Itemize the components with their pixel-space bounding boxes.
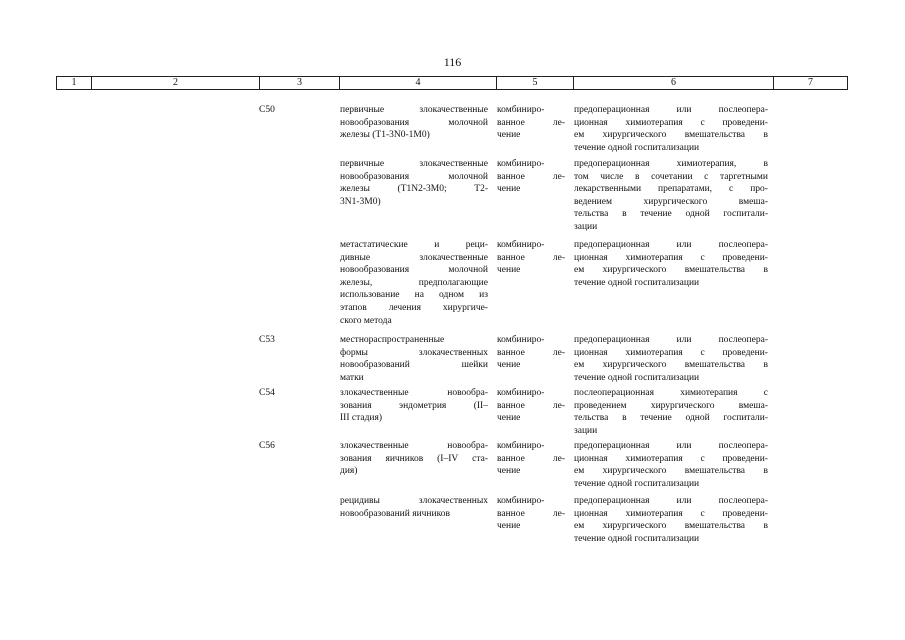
diagnosis-line bbox=[340, 171, 488, 184]
word: вмешательства bbox=[684, 360, 746, 371]
diagnosis-line bbox=[340, 252, 488, 265]
word: в bbox=[622, 209, 627, 220]
word: хирургического bbox=[602, 521, 667, 532]
word: шейки bbox=[461, 360, 488, 371]
word: предоперационная bbox=[574, 240, 650, 250]
page-number: 116 bbox=[443, 55, 462, 69]
method-line: течение одной госпитализации bbox=[574, 478, 700, 489]
word: хирургического bbox=[602, 466, 667, 477]
word: препаратами, bbox=[658, 184, 713, 195]
word: предоперационная bbox=[574, 105, 650, 115]
column-number-7: 7 bbox=[774, 77, 848, 90]
method-line bbox=[574, 359, 768, 372]
diagnosis-description bbox=[340, 158, 488, 208]
method-line bbox=[574, 495, 768, 508]
treatment-method bbox=[574, 495, 768, 545]
word: химиотерапия, bbox=[676, 159, 737, 169]
word: ле- bbox=[552, 252, 565, 263]
word: ционная bbox=[574, 453, 608, 464]
treatment_type-line: чение bbox=[497, 130, 521, 141]
word: тельства bbox=[574, 413, 609, 424]
treatment_type-line: чение bbox=[497, 521, 521, 532]
word: дивные bbox=[340, 252, 371, 263]
word: сочетании bbox=[651, 171, 693, 182]
word: в bbox=[763, 466, 768, 477]
method-line bbox=[574, 412, 768, 425]
diagnosis-line bbox=[340, 453, 488, 466]
word: химиотерапия bbox=[680, 388, 738, 398]
word: лекарственными bbox=[574, 184, 642, 195]
word: зования bbox=[340, 400, 372, 411]
word: хирургического bbox=[650, 400, 715, 411]
column-number-2: 2 bbox=[92, 77, 260, 90]
method-line bbox=[574, 264, 768, 277]
treatment-type bbox=[497, 387, 565, 425]
diagnosis-line bbox=[340, 158, 488, 171]
treatment-method bbox=[574, 440, 768, 490]
diagnosis-code: C56 bbox=[259, 441, 275, 451]
word: молочной bbox=[448, 117, 488, 128]
word: злокачественные bbox=[340, 441, 409, 451]
treatment_type-line bbox=[497, 117, 565, 130]
word: предполагающие bbox=[418, 277, 488, 288]
method-line bbox=[574, 387, 768, 400]
word: формы bbox=[340, 347, 368, 358]
method-line bbox=[574, 453, 768, 466]
treatment-type bbox=[497, 158, 565, 196]
word: хирургического bbox=[602, 265, 667, 276]
word: вмешательства bbox=[684, 466, 746, 477]
word: госпитали- bbox=[723, 209, 768, 220]
word: проведени- bbox=[722, 508, 768, 519]
column-number-4: 4 bbox=[340, 77, 497, 90]
word: в bbox=[622, 413, 627, 424]
diagnosis-line: ского метода bbox=[340, 315, 392, 326]
method-line bbox=[574, 117, 768, 130]
treatment-method bbox=[574, 158, 768, 234]
diagnosis-line bbox=[340, 400, 488, 413]
diagnosis-line bbox=[340, 289, 488, 302]
method-line bbox=[574, 208, 768, 221]
word: в bbox=[763, 360, 768, 371]
treatment_type-line: чение bbox=[497, 360, 521, 371]
word: ванное bbox=[497, 171, 525, 182]
diagnosis-line: новообразований яичников bbox=[340, 508, 450, 519]
word: с bbox=[763, 388, 768, 398]
word: молочной bbox=[448, 265, 488, 276]
word: с bbox=[700, 117, 705, 128]
word: ционная bbox=[574, 117, 608, 128]
diagnosis-description bbox=[340, 239, 488, 327]
word: злокачественных bbox=[418, 496, 488, 506]
word: таргетными bbox=[720, 171, 768, 182]
method-line bbox=[574, 129, 768, 142]
word: ванное bbox=[497, 117, 525, 128]
word: в bbox=[763, 521, 768, 532]
word: ванное bbox=[497, 453, 525, 464]
word: ционная bbox=[574, 252, 608, 263]
diagnosis-line bbox=[340, 302, 488, 315]
word: ем bbox=[574, 521, 585, 532]
word: с bbox=[729, 184, 734, 195]
diagnosis-line: матки bbox=[340, 372, 364, 383]
word: вмешательства bbox=[684, 521, 746, 532]
word: госпитали- bbox=[723, 413, 768, 424]
diagnosis-line bbox=[340, 117, 488, 130]
word: хирургического bbox=[602, 360, 667, 371]
table-row bbox=[56, 239, 847, 334]
method-line bbox=[574, 334, 768, 347]
word: проведени- bbox=[722, 117, 768, 128]
treatment_type-line bbox=[497, 252, 565, 265]
column-number-5: 5 bbox=[497, 77, 574, 90]
treatment_type-line: комбиниро- bbox=[497, 240, 545, 250]
method-line bbox=[574, 465, 768, 478]
treatment_type-line: комбиниро- bbox=[497, 496, 545, 506]
word: одной bbox=[685, 209, 710, 220]
method-line bbox=[574, 171, 768, 184]
treatment_type-line bbox=[497, 400, 565, 413]
method-line bbox=[574, 508, 768, 521]
word: ем bbox=[574, 130, 585, 141]
word: послеопера- bbox=[718, 105, 768, 115]
word: ем bbox=[574, 265, 585, 276]
word: в bbox=[763, 159, 768, 169]
word: первичные bbox=[340, 105, 385, 115]
table-row bbox=[56, 387, 847, 440]
word: хирургиче- bbox=[442, 302, 488, 313]
word: химиотерапия bbox=[625, 117, 683, 128]
word: первичные bbox=[340, 159, 385, 169]
word: послеопера- bbox=[718, 441, 768, 451]
word: вмеша- bbox=[738, 196, 768, 207]
diagnosis-code: C50 bbox=[259, 105, 275, 115]
word: ле- bbox=[552, 508, 565, 519]
word: тельства bbox=[574, 209, 609, 220]
method-line: зации bbox=[574, 221, 598, 232]
diagnosis-line bbox=[340, 387, 488, 400]
column-number-3: 3 bbox=[260, 77, 340, 90]
method-line: течение одной госпитализации bbox=[574, 533, 700, 544]
word: хирургического bbox=[602, 130, 667, 141]
method-line: течение одной госпитализации bbox=[574, 277, 700, 288]
diagnosis-line: III стадия) bbox=[340, 413, 383, 424]
word: и bbox=[434, 240, 440, 250]
word: послеопера- bbox=[718, 496, 768, 506]
column-number-6: 6 bbox=[574, 77, 774, 90]
word: на bbox=[414, 290, 424, 301]
table-row bbox=[56, 495, 847, 549]
treatment-type bbox=[497, 440, 565, 478]
treatment-type bbox=[497, 104, 565, 142]
diagnosis-line bbox=[340, 359, 488, 372]
table-row bbox=[56, 158, 847, 239]
word: злокачественные bbox=[419, 252, 488, 263]
word: новообразования bbox=[340, 171, 410, 182]
diagnosis-line bbox=[340, 495, 488, 508]
word: послеопера- bbox=[718, 240, 768, 250]
word: железы, bbox=[340, 277, 373, 288]
word: новообра- bbox=[447, 441, 488, 451]
treatment-method bbox=[574, 387, 768, 437]
table-row bbox=[56, 334, 847, 387]
treatment-type bbox=[497, 239, 565, 277]
word: (T1N2-3M0; bbox=[397, 184, 447, 195]
treatment_type-line: комбиниро- bbox=[497, 441, 545, 451]
treatment_type-line: чение bbox=[497, 184, 521, 195]
word: новообразований bbox=[340, 360, 410, 371]
word: вмеша- bbox=[738, 400, 768, 411]
word: новообра- bbox=[447, 388, 488, 398]
method-line bbox=[574, 440, 768, 453]
word: течение bbox=[640, 209, 672, 220]
word: злокачественных bbox=[418, 347, 488, 358]
treatment_type-line: чение bbox=[497, 413, 521, 424]
word: ванное bbox=[497, 252, 525, 263]
column-number-1: 1 bbox=[57, 77, 92, 90]
word: с bbox=[700, 508, 705, 519]
word: злокачественные bbox=[419, 159, 488, 169]
word: реци- bbox=[465, 240, 488, 250]
word: молочной bbox=[448, 171, 488, 182]
diagnosis-line: 3N1-3M0) bbox=[340, 196, 381, 207]
diagnosis-description bbox=[340, 334, 488, 384]
treatment-method bbox=[574, 334, 768, 384]
table-row bbox=[56, 104, 847, 158]
treatment-type bbox=[497, 334, 565, 372]
word: химиотерапия bbox=[625, 508, 683, 519]
word: этапов bbox=[340, 302, 367, 313]
word: лечения bbox=[388, 302, 421, 313]
diagnosis-line bbox=[340, 277, 488, 290]
word: или bbox=[676, 441, 692, 451]
diagnosis-description bbox=[340, 104, 488, 142]
treatment_type-line: чение bbox=[497, 265, 521, 276]
treatment_type-line bbox=[497, 453, 565, 466]
diagnosis-description bbox=[340, 387, 488, 425]
word: ведением bbox=[574, 196, 612, 207]
diagnosis-line: дия) bbox=[340, 466, 358, 477]
method-line: течение одной госпитализации bbox=[574, 142, 700, 153]
table-row bbox=[56, 440, 847, 495]
word: с bbox=[700, 347, 705, 358]
diagnosis-description bbox=[340, 495, 488, 520]
word: химиотерапия bbox=[625, 453, 683, 464]
word: зования bbox=[340, 453, 372, 464]
word: с bbox=[704, 171, 709, 182]
treatment_type-line: комбиниро- bbox=[497, 159, 545, 169]
word: ле- bbox=[552, 400, 565, 411]
method-line bbox=[574, 520, 768, 533]
word: или bbox=[676, 240, 692, 250]
method-line bbox=[574, 347, 768, 360]
treatment_type-line bbox=[497, 171, 565, 184]
treatment_type-line: комбиниро- bbox=[497, 335, 545, 345]
word: химиотерапия bbox=[625, 347, 683, 358]
diagnosis-line bbox=[340, 264, 488, 277]
word: в bbox=[763, 130, 768, 141]
method-line: зации bbox=[574, 425, 598, 436]
word: злокачественные bbox=[419, 105, 488, 115]
word: ционная bbox=[574, 508, 608, 519]
word: вмешательства bbox=[684, 265, 746, 276]
word: эндометрия bbox=[399, 400, 447, 411]
word: предоперационная bbox=[574, 441, 650, 451]
treatment_type-line bbox=[497, 508, 565, 521]
word: ле- bbox=[552, 347, 565, 358]
word: с bbox=[700, 453, 705, 464]
word: вмешательства bbox=[684, 130, 746, 141]
word: новообразования bbox=[340, 265, 410, 276]
diagnosis-line bbox=[340, 183, 488, 196]
word: проведени- bbox=[722, 453, 768, 464]
word: ванное bbox=[497, 400, 525, 411]
word: (I–IV bbox=[437, 453, 459, 464]
treatment-method bbox=[574, 239, 768, 289]
word: том bbox=[574, 171, 589, 182]
diagnosis-code: C54 bbox=[259, 388, 275, 398]
word: ванное bbox=[497, 508, 525, 519]
method-line bbox=[574, 183, 768, 196]
method-line bbox=[574, 400, 768, 413]
treatment-type bbox=[497, 495, 565, 533]
word: T2- bbox=[474, 184, 488, 195]
word: предоперационная bbox=[574, 335, 650, 345]
word: ционная bbox=[574, 347, 608, 358]
word: ле- bbox=[552, 453, 565, 464]
diagnosis-line bbox=[340, 440, 488, 453]
diagnosis-line bbox=[340, 239, 488, 252]
word: ле- bbox=[552, 171, 565, 182]
word: послеопера- bbox=[718, 335, 768, 345]
diagnosis-code: C53 bbox=[259, 335, 275, 345]
word: железы bbox=[340, 184, 370, 195]
treatment-method bbox=[574, 104, 768, 154]
method-line bbox=[574, 104, 768, 117]
word: ем bbox=[574, 360, 585, 371]
word: злокачественные bbox=[340, 388, 409, 398]
word: предоперационная bbox=[574, 496, 650, 506]
word: (II– bbox=[473, 400, 488, 411]
word: с bbox=[700, 252, 705, 263]
treatment_type-line bbox=[497, 347, 565, 360]
treatment_type-line: комбиниро- bbox=[497, 105, 545, 115]
table-body bbox=[56, 104, 847, 549]
diagnosis-line: железы (T1-3N0-1M0) bbox=[340, 130, 430, 141]
method-line bbox=[574, 239, 768, 252]
word: химиотерапия bbox=[625, 252, 683, 263]
word: или bbox=[676, 105, 692, 115]
diagnosis-description bbox=[340, 440, 488, 478]
word: новообразования bbox=[340, 117, 410, 128]
word: из bbox=[479, 290, 488, 301]
diagnosis-line bbox=[340, 104, 488, 117]
word: или bbox=[676, 496, 692, 506]
word: в bbox=[634, 171, 640, 182]
word: метастатические bbox=[340, 240, 408, 250]
diagnosis-line bbox=[340, 347, 488, 360]
word: или bbox=[676, 335, 692, 345]
word: предоперационная bbox=[574, 159, 650, 169]
word: течение bbox=[640, 413, 672, 424]
treatment_type-line: чение bbox=[497, 466, 521, 477]
word: хирургического bbox=[643, 196, 708, 207]
method-line: течение одной госпитализации bbox=[574, 372, 700, 383]
word: ем bbox=[574, 466, 585, 477]
column-number-header bbox=[56, 76, 848, 90]
word: ста- bbox=[472, 453, 488, 464]
diagnosis-line: местнораспространенные bbox=[340, 335, 445, 345]
word: ванное bbox=[497, 347, 525, 358]
word: использование bbox=[340, 290, 400, 301]
method-line bbox=[574, 252, 768, 265]
word: числе bbox=[600, 171, 624, 182]
word: проведением bbox=[574, 400, 627, 411]
word: послеоперационная bbox=[574, 388, 654, 398]
method-line bbox=[574, 196, 768, 209]
treatment_type-line: комбиниро- bbox=[497, 388, 545, 398]
word: ле- bbox=[552, 117, 565, 128]
word: одном bbox=[439, 290, 465, 301]
word: в bbox=[763, 265, 768, 276]
word: проведени- bbox=[722, 347, 768, 358]
word: проведени- bbox=[722, 252, 768, 263]
word: яичников bbox=[385, 453, 424, 464]
method-line bbox=[574, 158, 768, 171]
word: про- bbox=[750, 184, 768, 195]
word: рецидивы bbox=[340, 496, 380, 506]
word: одной bbox=[685, 413, 710, 424]
